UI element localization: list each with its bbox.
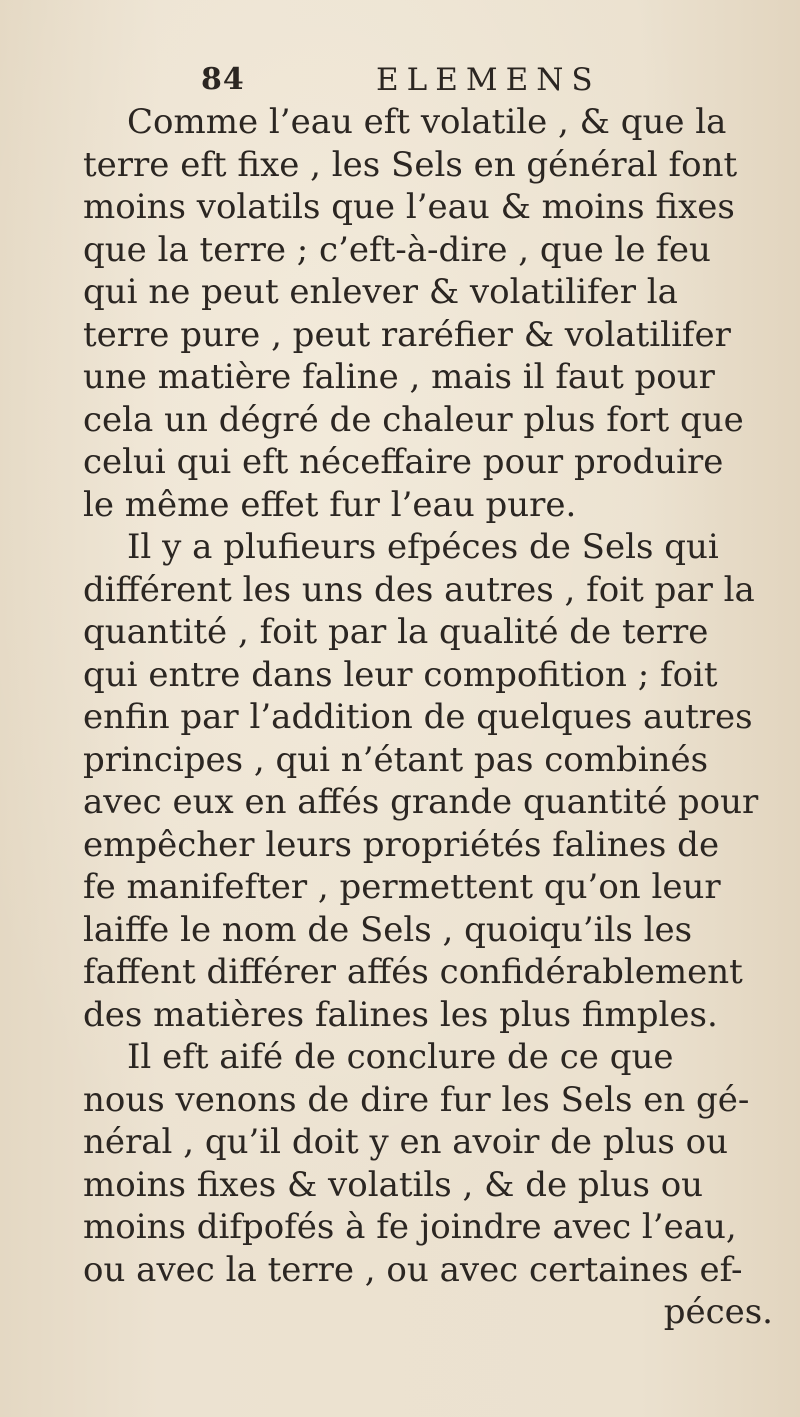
text-line: moins volatils que l’eau & moins fixes xyxy=(83,187,735,227)
text-line: ou avec la terre , ou avec certaines ef- xyxy=(83,1249,743,1290)
text-line: fe manifefter , permettent qu’on leur xyxy=(83,867,721,907)
text-line: Il y a plufieurs efpéces de Sels qui xyxy=(127,527,719,567)
text-line: faffent différer affés confidérablement xyxy=(83,952,743,992)
text-line: cela un dégré de chaleur plus fort que xyxy=(83,399,744,440)
text-line: Il eft aifé de conclure de ce que xyxy=(127,1037,674,1077)
text-line: enfin par l’addition de quelques autres xyxy=(83,697,753,737)
text-line: nous venons de dire fur les Sels en gé- xyxy=(83,1079,750,1120)
text-line: moins difpofés à fe joindre avec l’eau, xyxy=(83,1207,737,1247)
text-line: quantité , foit par la qualité de terre xyxy=(83,612,709,652)
text-line: qui entre dans leur compofition ; foit xyxy=(83,654,718,695)
page-header xyxy=(0,62,800,102)
text-line: terre pure , peut raréfier & volatilifer xyxy=(83,314,731,355)
text-line: Comme l’eau eft volatile , & que la xyxy=(127,102,727,142)
text-line: qui ne peut enlever & volatilifer la xyxy=(83,272,678,312)
text-line: néral , qu’il doit y en avoir de plus ou xyxy=(83,1122,729,1162)
text-line: des matières falines les plus fimples. xyxy=(83,994,718,1035)
text-line: différent les uns des autres , foit par la xyxy=(83,569,755,610)
text-line: le même effet fur l’eau pure. xyxy=(83,484,577,525)
text-line: une matière faline , mais il faut pour xyxy=(83,357,715,397)
text-line: que la terre ; c’eft-à-dire , que le feu xyxy=(83,229,711,270)
text-line: celui qui eft néceffaire pour produire xyxy=(83,442,724,482)
text-line: avec eux en affés grande quantité pour xyxy=(83,782,759,822)
catchword: péces. xyxy=(663,1292,773,1332)
text-line: laiffe le nom de Sels , quoiqu’ils les xyxy=(83,909,693,950)
page-number: 84 xyxy=(201,62,245,97)
text-line: terre eft fixe , les Sels en général font xyxy=(83,144,738,185)
running-title: ELEMENS xyxy=(376,62,601,98)
body-text xyxy=(83,101,795,1334)
text-line: principes , qui n’étant pas combinés xyxy=(83,739,709,780)
text-line: empêcher leurs propriétés falines de xyxy=(83,824,720,865)
text-line: moins fixes & volatils , & de plus ou xyxy=(83,1164,704,1205)
